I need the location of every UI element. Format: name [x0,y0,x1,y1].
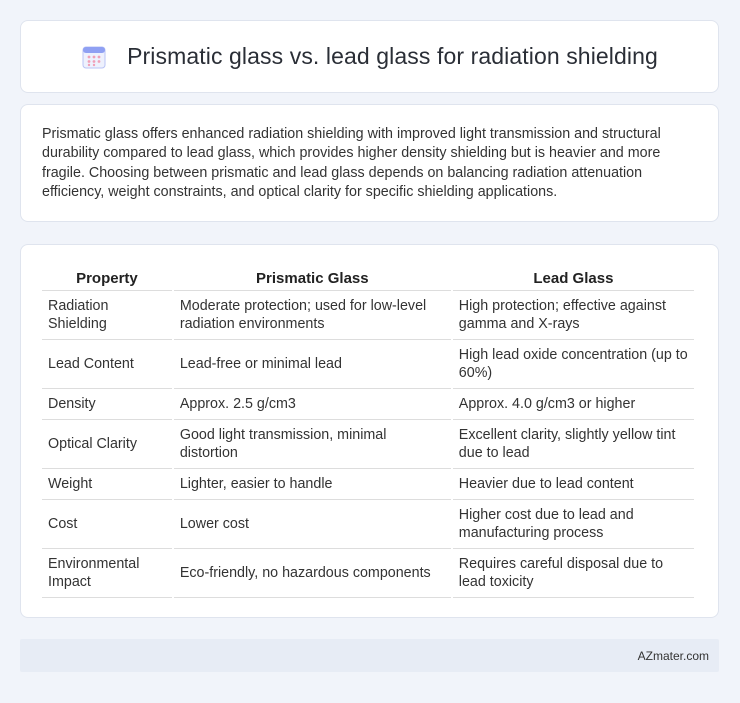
row-lead: High protection; effective against gamma and X-rays [453,291,694,340]
table-header-row [42,263,694,291]
intro-card [20,104,719,222]
table-row [42,469,694,500]
header-lead-glass: Lead Glass [453,263,694,291]
row-lead: Approx. 4.0 g/cm3 or higher [453,389,694,420]
row-lead: Requires careful disposal due to lead toxicity [453,549,694,598]
calendar-icon [81,44,107,70]
row-lead: Higher cost due to lead and manufacturing process [453,500,694,549]
intro-paragraph: Prismatic glass offers enhanced radiation shielding with improved light transmission and structural durability compared to lead glass, which provides higher density shielding but is heavier and more fragile. Choosing between prismatic and lead glass depends on balancing radiation attenuation efficiency, weight constraints, and optical clarity for specific shielding applications. [42,126,661,201]
row-property: Lead Content [42,340,172,389]
header-prismatic-glass: Prismatic Glass [174,263,451,291]
row-property: Density [42,389,172,420]
row-property: Weight [42,469,172,500]
row-property: Environmental Impact [42,549,172,598]
row-lead: Heavier due to lead content [453,469,694,500]
table-row [42,549,694,598]
row-property: Radiation Shielding [42,291,172,340]
footer-site-link[interactable]: AZmater.com [637,648,709,663]
row-property: Cost [42,500,172,549]
row-prismatic: Eco-friendly, no hazardous components [174,549,451,598]
row-lead: Excellent clarity, slightly yellow tint due to lead [453,420,694,469]
row-prismatic: Good light transmission, minimal distortion [174,420,451,469]
page-title: Prismatic glass vs. lead glass for radiation shielding [127,43,658,69]
table-row [42,340,694,389]
table-row [42,500,694,549]
row-prismatic: Lead-free or minimal lead [174,340,451,389]
table-card [20,244,719,618]
table-row [42,389,694,420]
row-prismatic: Approx. 2.5 g/cm3 [174,389,451,420]
row-property: Optical Clarity [42,420,172,469]
row-prismatic: Lighter, easier to handle [174,469,451,500]
row-prismatic: Lower cost [174,500,451,549]
table-row [42,420,694,469]
row-lead: High lead oxide concentration (up to 60%) [453,340,694,389]
header-property: Property [42,263,172,291]
table-row [42,291,694,340]
row-prismatic: Moderate protection; used for low-level radiation environments [174,291,451,340]
comparison-table [40,263,696,598]
footer [20,639,719,672]
title-card [20,20,719,93]
